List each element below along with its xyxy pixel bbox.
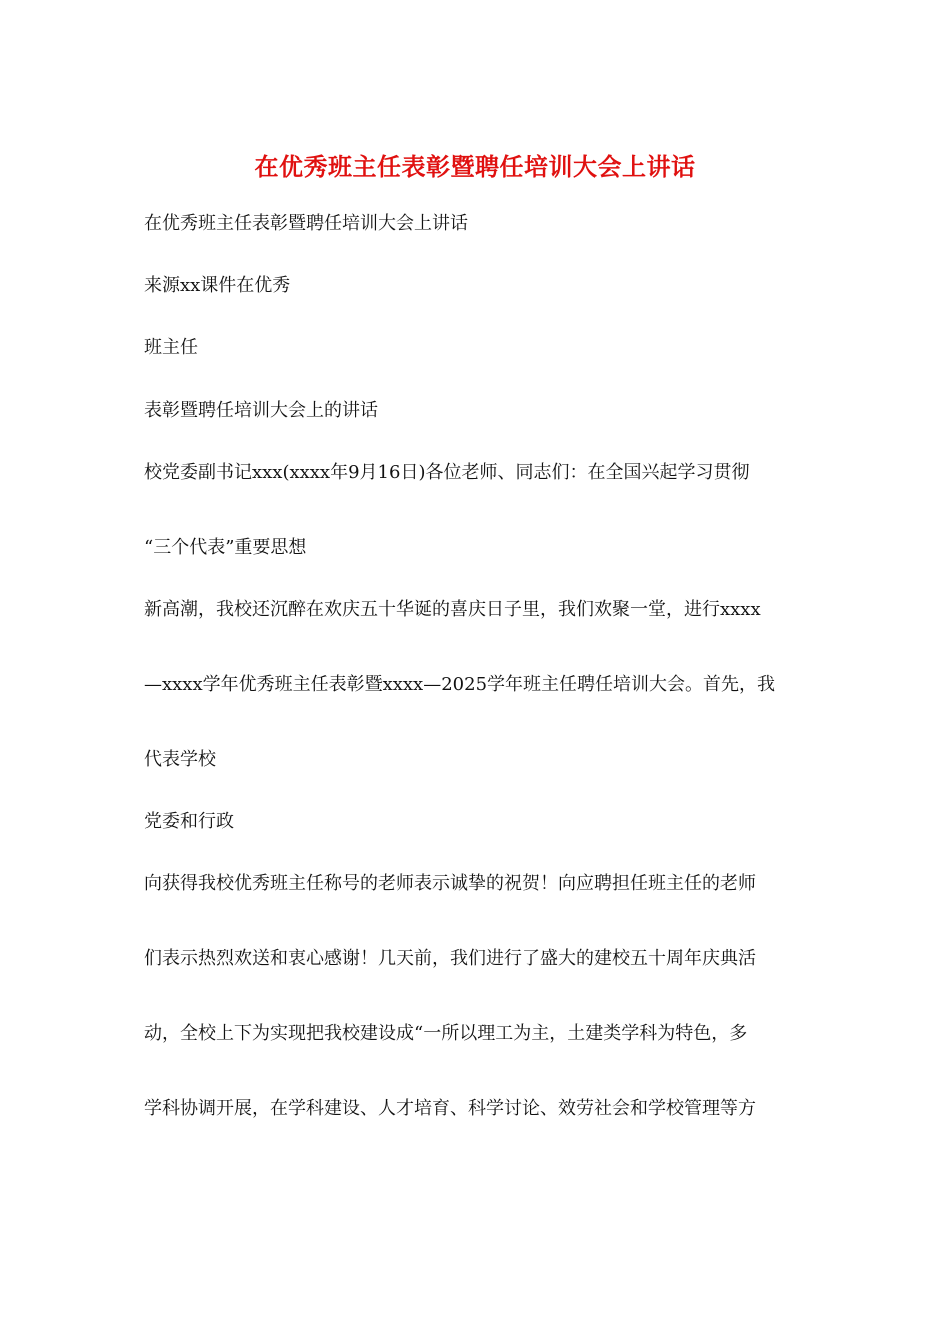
- body-line-1: 在优秀班主任表彰暨聘任培训大会上讲话: [144, 213, 468, 234]
- body-line-4: 表彰暨聘任培训大会上的讲话: [144, 400, 378, 421]
- body-line-5: 校党委副书记xxx(xxxx年9月16日)各位老师、同志们：在全国兴起学习贯彻: [144, 462, 750, 483]
- body-line-8: —xxxx学年优秀班主任表彰暨xxxx—2025学年班主任聘任培训大会。首先，我: [144, 674, 776, 695]
- body-line-13: 动，全校上下为实现把我校建设成“一所以理工为主，土建类学科为特色，多: [144, 1023, 748, 1044]
- document-title: 在优秀班主任表彰暨聘任培训大会上讲话: [254, 152, 696, 181]
- body-line-3: 班主任: [144, 337, 198, 358]
- body-line-11: 向获得我校优秀班主任称号的老师表示诚挚的祝贺！向应聘担任班主任的老师: [144, 873, 756, 894]
- body-line-7: 新高潮，我校还沉醉在欢庆五十华诞的喜庆日子里，我们欢聚一堂，进行xxxx: [144, 599, 761, 620]
- body-line-12: 们表示热烈欢送和衷心感谢！几天前，我们进行了盛大的建校五十周年庆典活: [144, 948, 756, 969]
- body-line-6: “三个代表”重要思想: [144, 537, 307, 558]
- body-line-10: 党委和行政: [144, 811, 234, 832]
- body-line-9: 代表学校: [144, 749, 216, 770]
- body-line-14: 学科协调开展，在学科建设、人才培育、科学讨论、效劳社会和学校管理等方: [144, 1098, 756, 1119]
- body-line-2: 来源xx课件在优秀: [144, 275, 291, 296]
